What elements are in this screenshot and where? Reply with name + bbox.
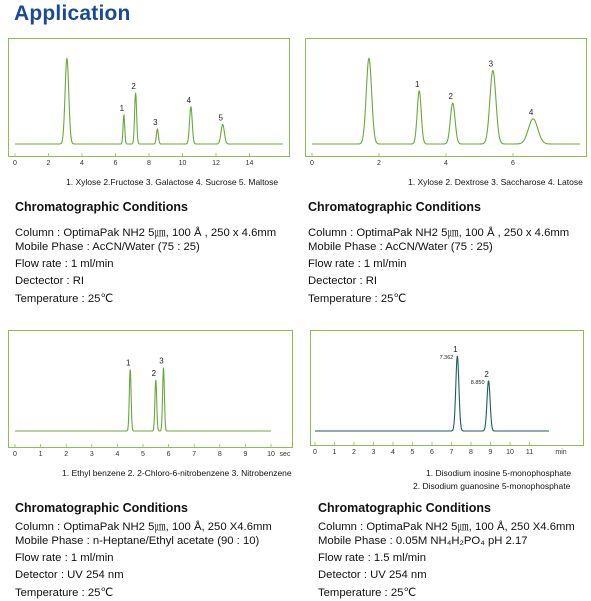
tick-label: 6 [113,160,118,167]
tick-label: 6 [166,451,171,458]
peak-label: 1 [453,345,458,355]
chromatogram-1-plot [9,39,289,179]
peak-label: 2 [131,81,136,91]
condition-flow-4: Flow rate : 1.5 ml/min [318,552,426,564]
tick-label: 4 [444,160,448,167]
tick-label: 14 [245,160,254,167]
tick-label: 0 [313,449,317,456]
condition-detector-4: Detector : UV 254 nm [318,569,427,581]
axis-unit-label: min [555,449,567,456]
condition-flow-3: Flow rate : 1 ml/min [15,552,114,564]
tick-label: 6 [511,160,515,167]
condition-detector-2: Dectector : RI [308,275,378,287]
chromatogram-trace [15,59,283,144]
peak-label: 2 [484,369,489,379]
peak-label: 2 [151,368,157,378]
tick-label: 2 [352,449,356,456]
tick-label: 4 [391,449,395,456]
peak-label: 4 [186,95,192,105]
conditions-title-1: Chromatographic Conditions [15,200,188,214]
condition-mobile-1: Mobile Phase : AcCN/Water (75 : 25) [15,241,200,253]
tick-label: 3 [89,451,94,458]
peak-label: 1 [414,79,420,89]
conditions-title-2: Chromatographic Conditions [308,200,481,214]
chromatogram-trace [312,58,580,144]
peak-label: 3 [488,59,494,69]
peak-label: 3 [153,118,158,128]
condition-mobile-4: Mobile Phase : 0.05M NH₄H₂PO₄ pH 2.17 [318,535,528,547]
chromatogram-4 [310,330,584,456]
peak-label: 4 [528,107,534,117]
condition-mobile-3: Mobile Phase : n-Heptane/Ethyl acetate (90 : 10) [15,535,260,547]
tick-label: 8 [469,449,473,456]
chromatogram-1 [8,38,290,167]
tick-label: 4 [115,451,120,458]
tick-label: 5 [410,449,415,456]
condition-temp-4: Temperature : 25℃ [318,587,417,599]
legend-4a: 1. Disodium inosine 5-monophosphate [426,468,572,478]
tick-label: 0 [13,451,17,458]
peak-retention-label: 8.850 [470,379,485,386]
tick-label: 8 [217,451,222,458]
condition-flow-2: Flow rate : 1 ml/min [308,258,407,270]
chromatogram-4-plot [311,331,583,471]
tick-label: 12 [212,160,220,167]
chromatogram-2 [305,38,587,167]
condition-mobile-2: Mobile Phase : AcCN/Water (75 : 25) [308,241,493,253]
tick-label: 1 [332,449,337,456]
legend-3: 1. Ethyl benzene 2. 2-Chloro-6-nitrobenzene 3. Nitrobenzene [62,468,292,478]
peak-label: 5 [218,113,223,123]
tick-label: 2 [64,451,69,458]
tick-label: 2 [46,160,51,167]
peak-label: 1 [125,358,131,368]
chromatogram-trace [315,356,549,431]
peak-label: 1 [119,104,125,114]
tick-label: 7 [192,451,197,458]
condition-column-2: Column : OptimaPak NH2 5㎛, 100 Å , 250 x 4.6mm [308,227,570,239]
tick-label: 4 [80,160,84,167]
tick-label: 0 [13,160,17,167]
conditions-title-4: Chromatographic Conditions [318,501,491,515]
tick-label: 2 [377,160,381,167]
legend-2: 1. Xylose 2. Dextrose 3. Saccharose 4. Latose [408,177,583,187]
condition-flow-1: Flow rate : 1 ml/min [15,258,114,270]
peak-retention-label: 7.362 [439,355,454,362]
tick-label: 11 [525,449,534,456]
chromatogram-3-plot [9,331,292,471]
condition-temp-3: Temperature : 25℃ [15,587,114,599]
axis-unit-label: sec [279,451,291,458]
legend-4b: 2. Disodium guanosine 5-monophosphate [413,481,571,491]
tick-label: 10 [267,451,275,458]
chromatogram-2-plot [306,39,586,179]
tick-label: 6 [430,449,434,456]
tick-label: 1 [38,451,43,458]
tick-label: 7 [449,449,454,456]
condition-detector-3: Detector : UV 254 nm [15,569,124,581]
chromatogram-trace [15,368,271,431]
condition-column-3: Column : OptimaPak NH2 5㎛, 100 Å, 250 X4.6mm [15,521,272,533]
tick-label: 10 [178,160,187,167]
chromatogram-3 [8,330,293,458]
condition-temp-1: Temperature : 25℃ [15,293,114,305]
tick-label: 9 [488,449,493,456]
condition-column-4: Column : OptimaPak NH2 5㎛, 100 Å, 250 X4.6mm [318,521,575,533]
page-title: Application [14,2,131,25]
tick-label: 5 [141,451,145,458]
tick-label: 3 [371,449,376,456]
peak-label: 2 [448,92,453,102]
tick-label: 0 [310,160,314,167]
condition-column-1: Column : OptimaPak NH2 5㎛, 100 Å , 250 x 4.6mm [15,227,277,239]
condition-temp-2: Temperature : 25℃ [308,293,407,305]
condition-detector-1: Dectector : RI [15,275,85,287]
peak-label: 3 [159,356,164,366]
tick-label: 10 [506,449,514,456]
conditions-title-3: Chromatographic Conditions [15,501,188,515]
legend-1: 1. Xylose 2.Fructose 3. Galactose 4. Sucrose 5. Maltose [66,177,279,187]
tick-label: 9 [243,451,248,458]
tick-label: 8 [147,160,151,167]
